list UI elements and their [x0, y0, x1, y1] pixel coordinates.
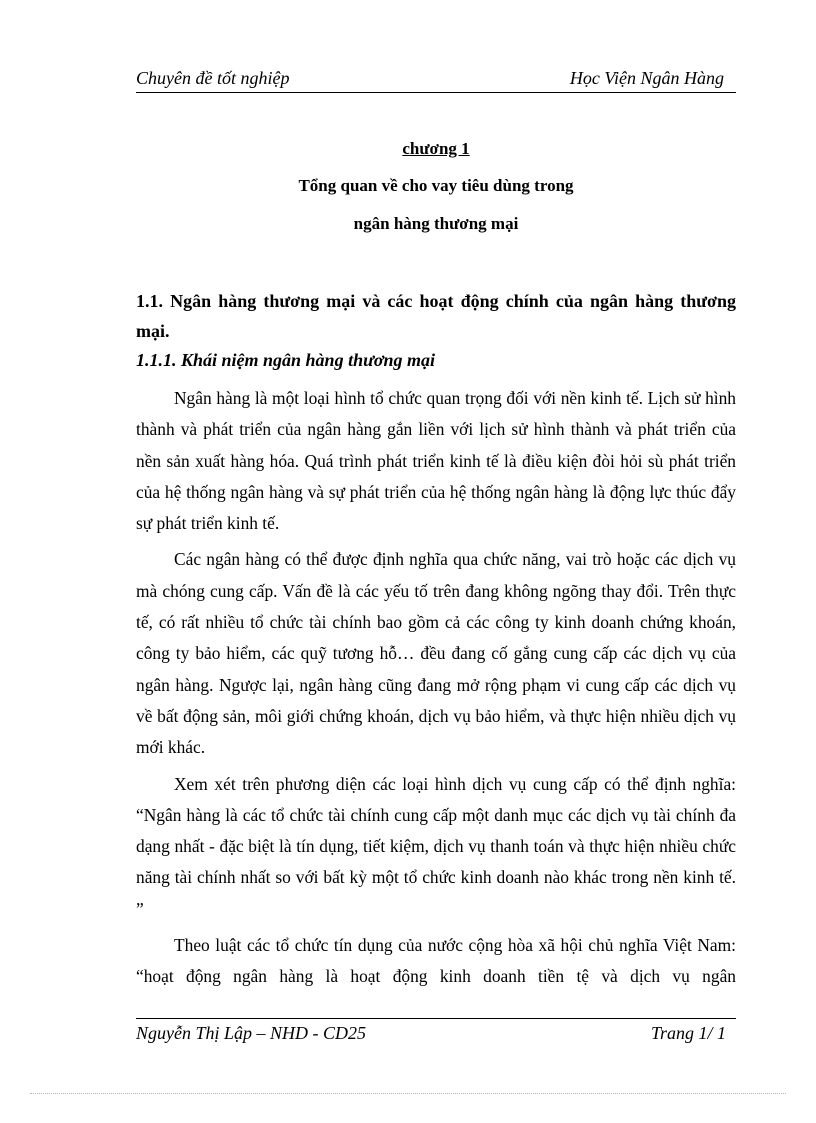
footer-author: Nguyễn Thị Lập – NHD - CD25 — [136, 1023, 367, 1043]
paragraph: Các ngân hàng có thể được định nghĩa qua chức năng, vai trò hoặc các dịch vụ mà chóng cung cấp. Vấn đề là các yếu tố trên đang không ngõng thay đổi. Trên thực tế, có rất nhiều tổ chức tài chính bao gồm cả các công ty kinh doanh chứng khoán, công ty bảo hiểm, các quỹ tương hỗ… đều đang cố gắng cung cấp các dịch vụ của ngân hàng. Ngược lại, ngân hàng cũng đang mở rộng phạm vi cung cấp các dịch vụ về bất động sản, môi giới chứng khoán, dịch vụ bảo hiểm, và thực hiện nhiều dịch vụ mới khác. — [136, 549, 736, 758]
page-footer — [136, 1018, 736, 1043]
section-heading: 1.1. Ngân hàng thương mại và các hoạt động chính của ngân hàng thương mại. — [136, 291, 736, 341]
chapter-title-line-2: ngân hàng thương mại — [353, 214, 519, 233]
paragraph: Xem xét trên phương diện các loại hình dịch vụ cung cấp có thể định nghĩa: “Ngân hàng là các tổ chức tài chính cung cấp một danh mục các dịch vụ tài chính đa dạng nhất - đặc biệt là tín dụng, tiết kiệm, dịch vụ thanh toán và thực hiện nhiều chức năng tài chính nhất so với bất kỳ một tổ chức kinh doanh nào khác trong nền kinh tế. ” — [136, 773, 736, 919]
body-text — [136, 383, 736, 998]
page-boundary-divider — [30, 1093, 786, 1094]
footer-page-number: Trang 1/ 1 — [650, 1023, 726, 1043]
header-institution: Học Viện Ngân Hàng — [569, 68, 724, 88]
page-header — [136, 66, 736, 93]
subsection-heading: 1.1.1. Khái niệm ngân hàng thương mại — [136, 350, 436, 370]
chapter-title-line-1: Tổng quan về cho vay tiêu dùng trong — [298, 176, 574, 195]
header-document-type: Chuyên đề tốt nghiệp — [136, 68, 290, 88]
chapter-label: chương 1 — [402, 139, 470, 158]
paragraph: Ngân hàng là một loại hình tổ chức quan trọng đối với nền kinh tế. Lịch sử hình thành và phát triển của ngân hàng gắn liền với lịch sử hình thành và phát triển của nền sản xuất hàng hóa. Quá trình phát triển kinh tế là điều kiện đòi hỏi sù phát triển của hệ thống ngân hàng và sự phát triển của hệ thống ngân hàng là động lực thúc đẩy sự phát triển kinh tế. — [136, 388, 736, 534]
paragraph: Theo luật các tổ chức tín dụng của nước cộng hòa xã hội chủ nghĩa Việt Nam: “hoạt động ngân hàng là hoạt động kinh doanh tiền tệ và dịch vụ ngân — [136, 935, 736, 987]
